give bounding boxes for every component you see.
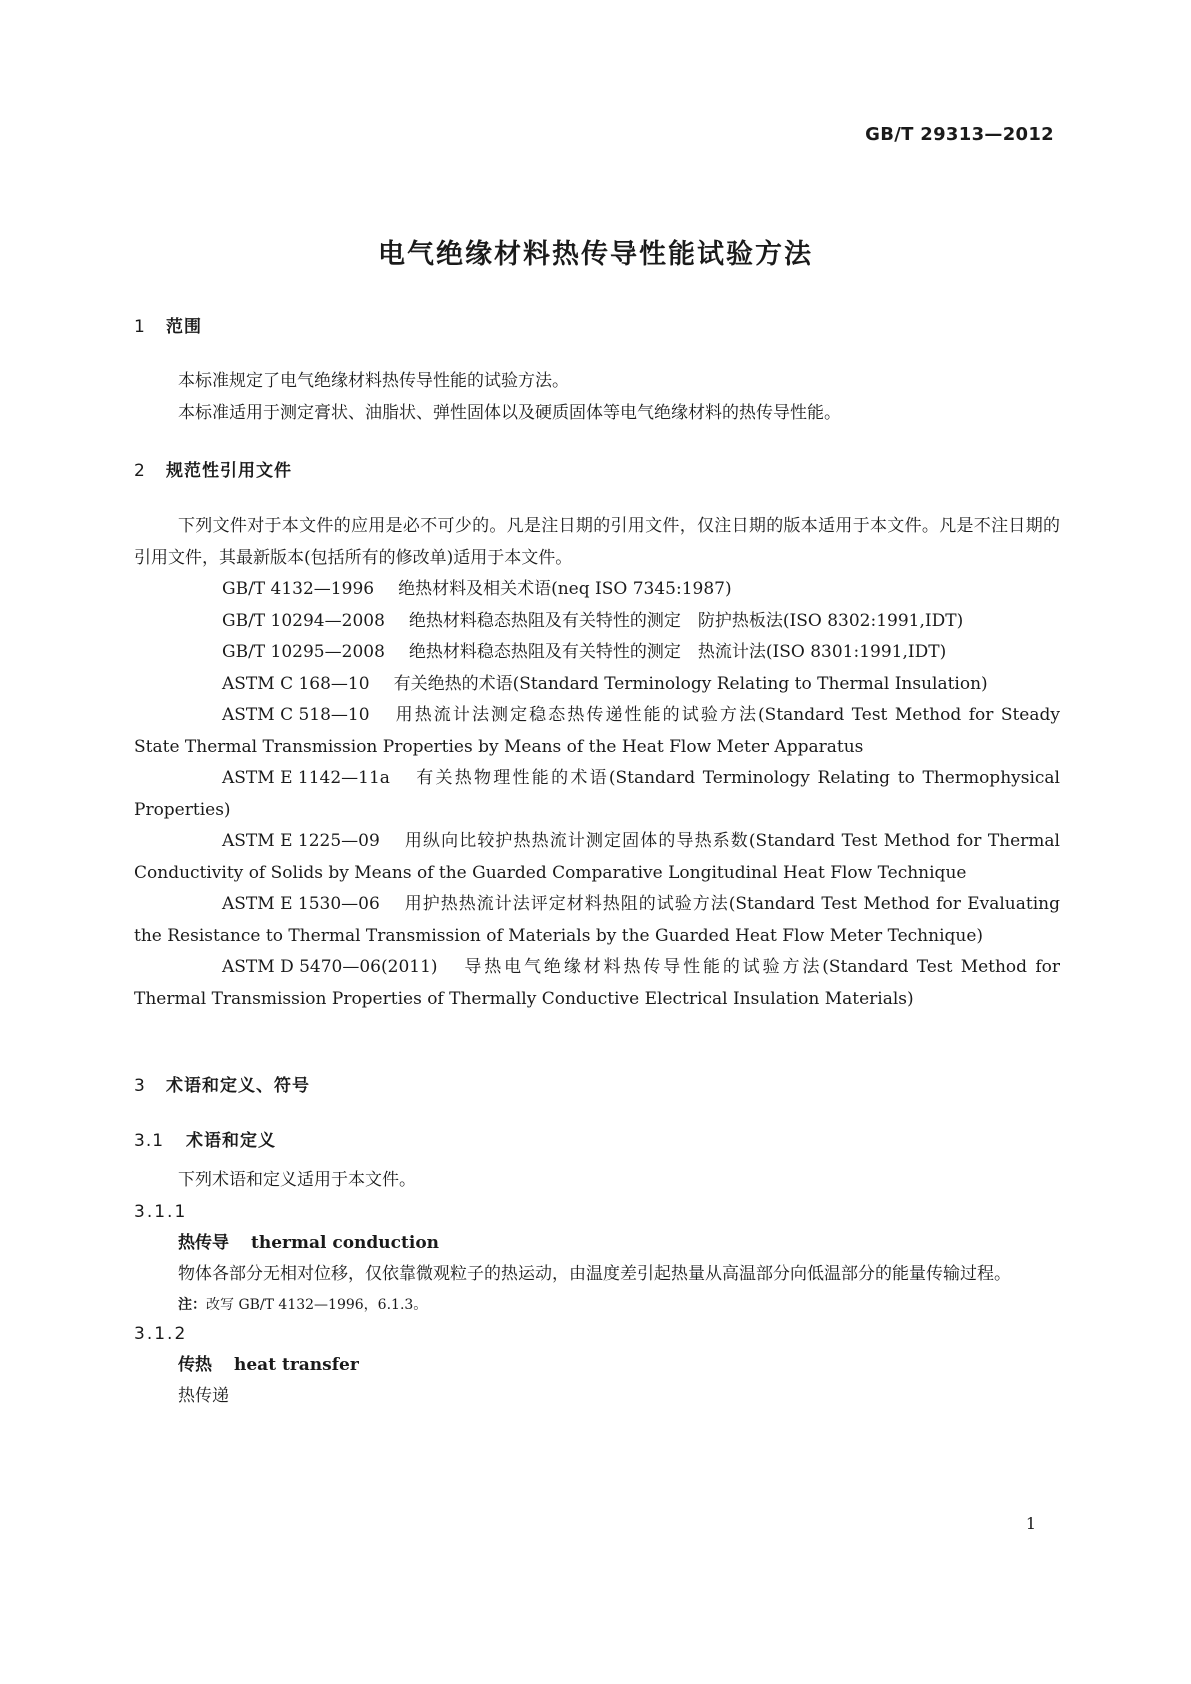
section-number: 2 bbox=[134, 461, 146, 481]
page-number: 1 bbox=[1025, 1514, 1036, 1533]
reference-item bbox=[134, 700, 1060, 763]
reference-title: 有关热物理性能的术语(Standard Terminology Relating to Thermophysical Properties) bbox=[134, 768, 1060, 820]
clause-number: 3.1.2 bbox=[134, 1323, 188, 1344]
term-note bbox=[134, 1291, 1060, 1319]
section-2-heading bbox=[134, 456, 292, 481]
reference-title: 用纵向比较护热热流计测定固体的导热系数(Standard Test Method for Thermal Conductivity of Solids by Means of the Guarded Comparative Longitudinal Heat Flow Technique bbox=[134, 831, 1060, 883]
reference-code: ASTM C 518—10 bbox=[222, 705, 370, 725]
paragraph: 本标准规定了电气绝缘材料热传导性能的试验方法。 bbox=[178, 371, 569, 391]
term-cn: 传热 bbox=[178, 1354, 212, 1375]
reference-title: 用热流计法测定稳态热传递性能的试验方法(Standard Test Method for Steady State Thermal Transmission Properties by Means of the Heat Flow Meter Apparatus bbox=[134, 705, 1060, 757]
term-definition: 物体各部分无相对位移，仅依靠微观粒子的热运动，由温度差引起热量从高温部分向低温部分的能量传输过程。 bbox=[178, 1264, 1011, 1284]
reference-title: 导热电气绝缘材料热传导性能的试验方法(Standard Test Method for Thermal Transmission Properties of Thermally Conductive Electrical Insulation Materials) bbox=[134, 957, 1060, 1009]
section-title: 规范性引用文件 bbox=[166, 461, 292, 481]
reference-item bbox=[134, 826, 1060, 889]
reference-code: GB/T 10294—2008 bbox=[222, 610, 385, 631]
reference-code: GB/T 4132—1996 bbox=[222, 579, 375, 599]
section-title: 术语和定义 bbox=[186, 1131, 276, 1151]
note-label: 注： bbox=[178, 1296, 206, 1313]
reference-title: 有关绝热的术语(Standard Terminology Relating to Thermal Insulation) bbox=[393, 673, 988, 694]
term-cn: 热传导 bbox=[178, 1232, 229, 1253]
section-number: 1 bbox=[134, 317, 146, 337]
term-definition: 热传递 bbox=[178, 1386, 229, 1406]
term-entry bbox=[134, 1350, 1060, 1382]
reference-item bbox=[134, 574, 1060, 606]
reference-item bbox=[134, 952, 1060, 1015]
document-title: 电气绝缘材料热传导性能试验方法 bbox=[378, 239, 813, 270]
reference-item bbox=[134, 889, 1060, 952]
reference-title: 用护热热流计法评定材料热阻的试验方法(Standard Test Method for Evaluating the Resistance to Thermal Transmission of Materials by the Guarded Heat Flow Meter Technique) bbox=[134, 894, 1060, 946]
section-title: 范围 bbox=[166, 317, 202, 337]
section-number: 3 bbox=[134, 1076, 146, 1096]
reference-item bbox=[134, 763, 1060, 826]
section-number: 3.1 bbox=[134, 1131, 165, 1151]
clause-number: 3.1.1 bbox=[134, 1201, 188, 1222]
reference-item bbox=[134, 669, 1060, 701]
paragraph: 下列术语和定义适用于本文件。 bbox=[178, 1170, 416, 1190]
reference-code: ASTM E 1142—11a bbox=[222, 768, 390, 788]
reference-item bbox=[134, 606, 1060, 638]
section-1-heading bbox=[134, 312, 202, 337]
reference-item bbox=[134, 637, 1060, 669]
reference-code: ASTM E 1225—09 bbox=[222, 831, 380, 851]
section-2-body bbox=[134, 511, 1060, 1015]
paragraph: 本标准适用于测定膏状、油脂状、弹性固体以及硬质固体等电气绝缘材料的热传导性能。 bbox=[178, 402, 841, 423]
term-en: heat transfer bbox=[234, 1354, 359, 1375]
reference-code: ASTM D 5470—06(2011) bbox=[222, 957, 438, 977]
section-1-body bbox=[134, 366, 1060, 429]
term-en: thermal conduction bbox=[251, 1232, 440, 1253]
reference-title: 绝热材料稳态热阻及有关特性的测定 热流计法(ISO 8301:1991,IDT) bbox=[408, 642, 947, 662]
note-text: 改写 GB/T 4132—1996，6.1.3。 bbox=[206, 1296, 428, 1313]
reference-code: ASTM E 1530—06 bbox=[222, 894, 380, 914]
reference-title: 绝热材料及相关术语(neq ISO 7345:1987) bbox=[398, 579, 732, 599]
section-3-heading bbox=[134, 1071, 310, 1096]
reference-code: GB/T 10295—2008 bbox=[222, 642, 385, 662]
reference-title: 绝热材料稳态热阻及有关特性的测定 防护热板法(ISO 8302:1991,IDT) bbox=[408, 610, 964, 631]
reference-code: ASTM C 168—10 bbox=[222, 673, 370, 694]
standard-number: GB/T 29313—2012 bbox=[865, 124, 1054, 145]
paragraph: 下列文件对于本文件的应用是必不可少的。凡是注日期的引用文件，仅注日期的版本适用于本文件。凡是不注日期的引用文件，其最新版本(包括所有的修改单)适用于本文件。 bbox=[134, 516, 1060, 568]
term-entry bbox=[134, 1228, 1060, 1260]
section-3-1-heading bbox=[134, 1126, 276, 1151]
section-3-1-body bbox=[134, 1165, 1060, 1413]
section-title: 术语和定义、符号 bbox=[166, 1076, 310, 1096]
